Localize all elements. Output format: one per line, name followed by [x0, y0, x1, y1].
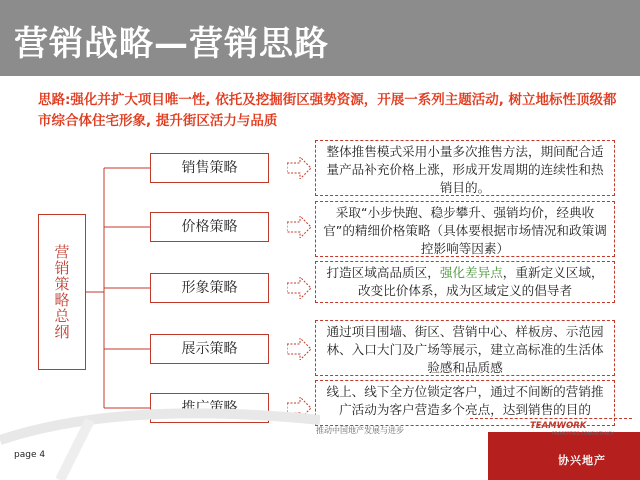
strategy-desc: 线上、线下全方位锁定客户，通过不间断的营销推广活动为客户营造多个亮点，达到销售的目的 — [326, 384, 604, 417]
arrow-right-icon — [287, 216, 311, 238]
arrow-right-icon — [287, 338, 311, 360]
strategy-desc: 通过项目围墙、街区、营销中心、样板房、示范园林、入口大门及广场等展示，建立高标准的生活体验感和品质感 — [326, 324, 604, 375]
logo-brand: TEAMWORK — [530, 421, 587, 431]
strategy-root-label: 营销策略总纲 — [52, 244, 71, 340]
strategy-display — [150, 334, 269, 364]
page-number: page 4 — [14, 450, 46, 460]
strategy-label: 销售策略 — [181, 160, 238, 176]
strategy-desc-part: ，重新定义区域，改变比价体系，成为区域定义的倡导者 — [357, 265, 604, 298]
arrow-right-icon — [287, 157, 311, 179]
strategy-desc-sales — [315, 140, 615, 196]
strategy-desc-display — [315, 320, 615, 376]
logo-company-name: 协兴地产 — [558, 454, 606, 467]
strategy-label: 推广策略 — [181, 400, 238, 416]
decorative-swoosh — [0, 380, 320, 480]
arrow-right-icon — [287, 277, 311, 299]
logo-subtitle: PROPERTIES CONSULTANCY — [552, 432, 614, 437]
strategy-label: 展示策略 — [181, 341, 238, 357]
footer-divider — [470, 418, 632, 420]
strategy-subtitle: 思路:强化并扩大项目唯一性, 依托及挖掘街区强势资源，开展一系列主题活动, 树立地标性顶级都市综合体住宅形象, 提升街区活力与品质 — [38, 92, 617, 129]
strategy-image — [150, 273, 269, 303]
strategy-root-box — [38, 214, 86, 370]
strategy-desc-image — [315, 261, 615, 303]
strategy-desc: 整体推售模式采用小量多次推售方法，期间配合适量产品补充价格上涨，形成开发周期的连续性和热销目的。 — [326, 144, 604, 195]
page-title: 营销战略—营销思路 — [14, 24, 329, 64]
strategy-desc: 采取“小步快跑、稳步攀升、强销均价，经典收官”的精细价格策略（具体要根据市场情况和政策调控影响等因素） — [323, 205, 607, 256]
footer-slogan: 推动中国地产发展与进步 — [316, 426, 404, 435]
strategy-label: 形象策略 — [181, 280, 238, 296]
strategy-price — [150, 212, 269, 242]
strategy-desc-highlight: 强化差异点 — [439, 265, 503, 280]
strategy-desc-part: 打造区域高品质区， — [326, 265, 440, 280]
strategy-sales — [150, 153, 269, 183]
strategy-label: 价格策略 — [181, 219, 238, 235]
strategy-desc-price — [315, 201, 615, 257]
